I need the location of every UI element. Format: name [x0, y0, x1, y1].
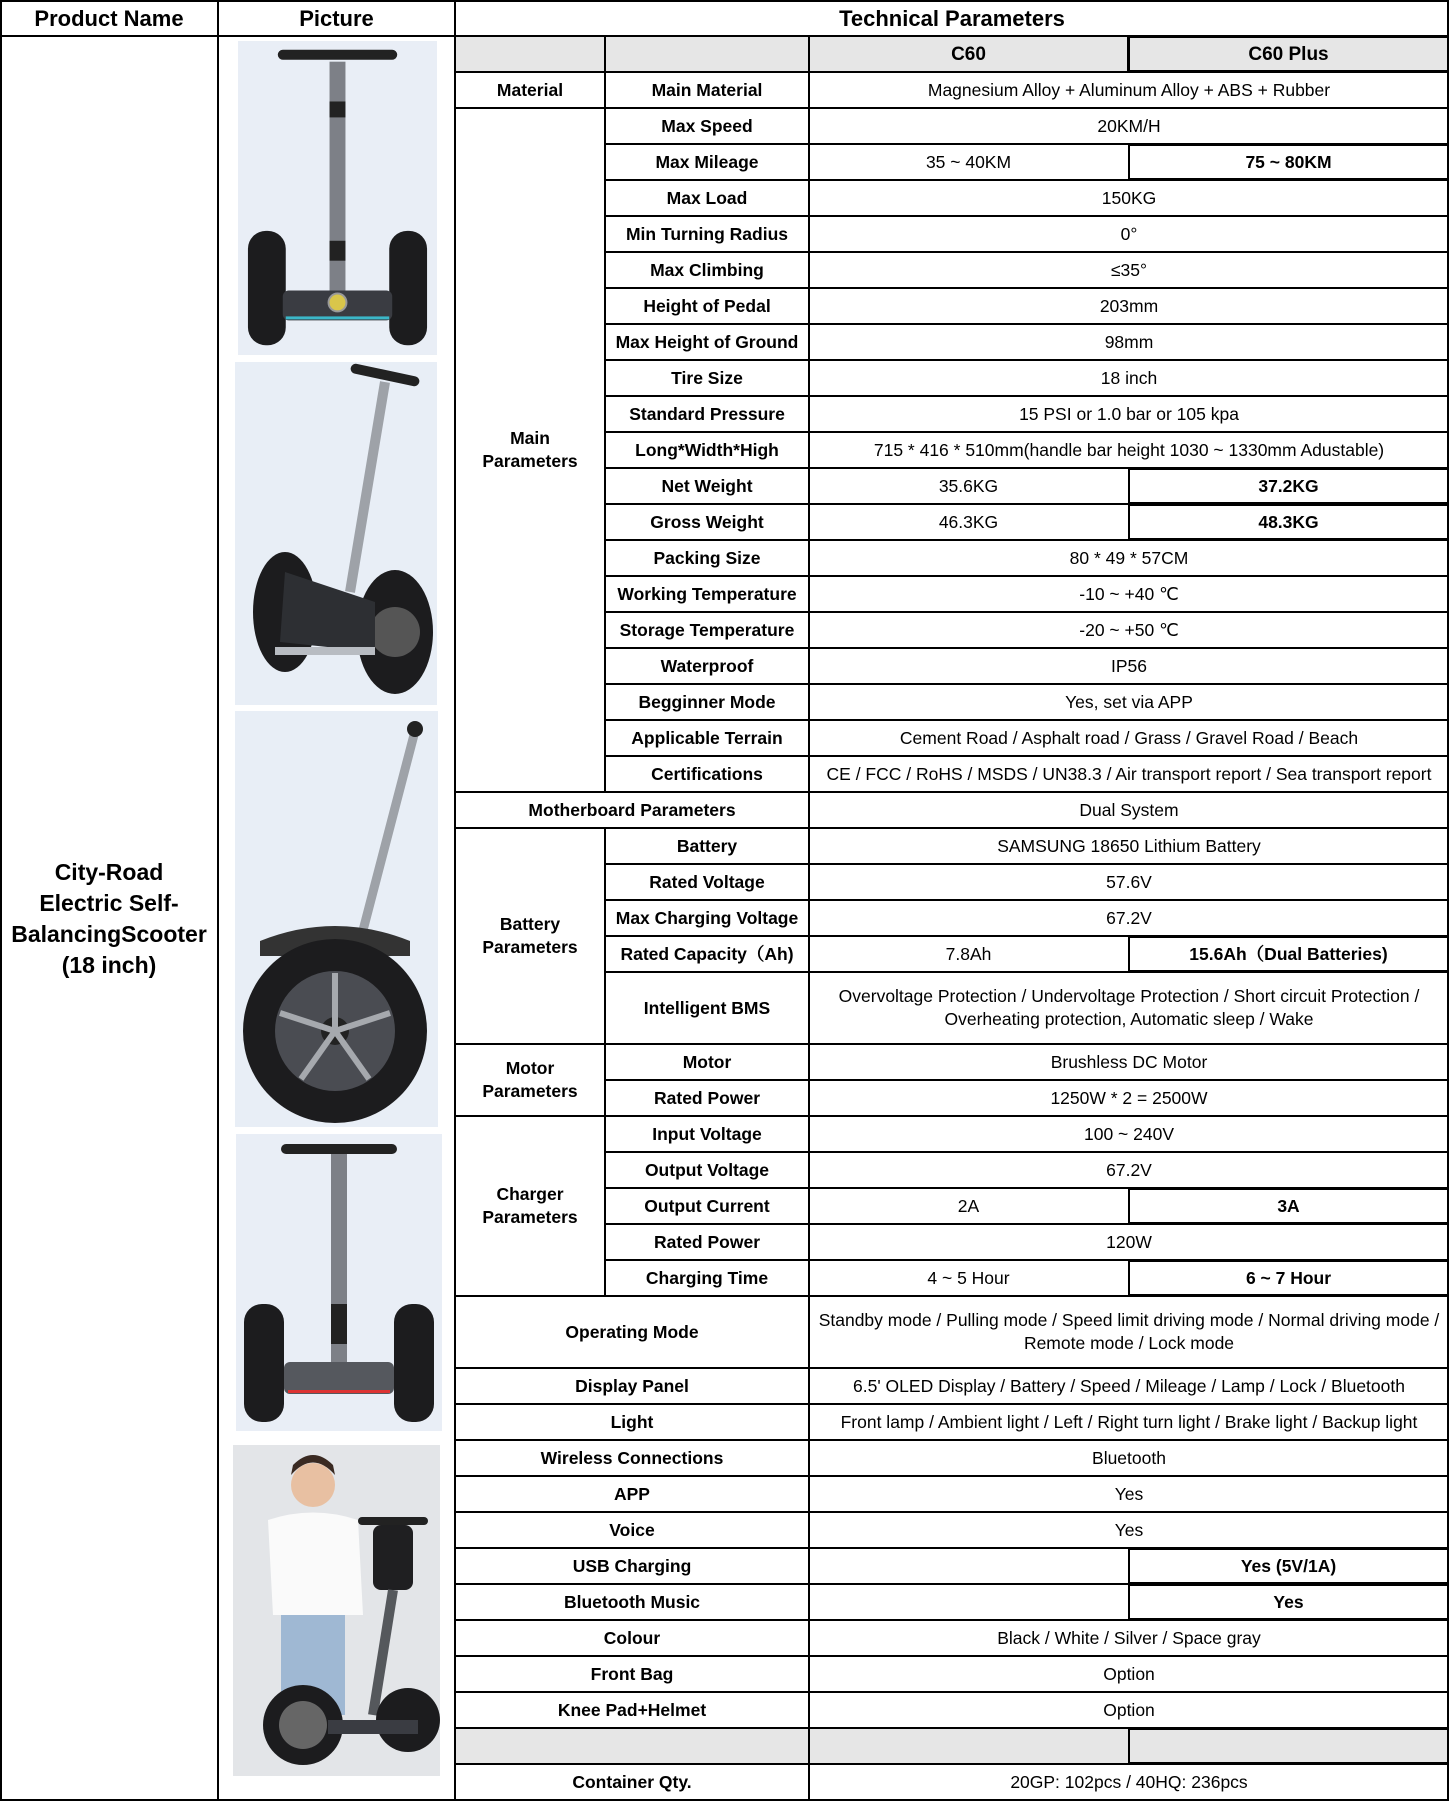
woman-scooter-icon — [233, 1445, 440, 1776]
grid-line — [605, 395, 1449, 397]
grid-line — [455, 1475, 1449, 1477]
label-certifications: Certifications — [651, 763, 763, 784]
value-usb-charging-c60 — [809, 1548, 1128, 1584]
value-colour: Black / White / Silver / Space gray — [997, 1627, 1261, 1648]
grid-line — [605, 287, 1449, 289]
label-usb-charging: USB Charging — [572, 1555, 692, 1576]
label-light: Light — [610, 1411, 654, 1432]
value-bluetooth-music-c60-plus: Yes — [1128, 1584, 1449, 1620]
value-usb-charging-c60-plus: Yes (5V/1A) — [1128, 1548, 1449, 1584]
product-name — [0, 36, 218, 1801]
value-min-turning-radius: 0° — [1120, 223, 1138, 244]
value-battery: SAMSUNG 18650 Lithium Battery — [997, 835, 1261, 856]
grid-line — [455, 1511, 1449, 1513]
scooter-front-view-red-light-image — [236, 1134, 442, 1431]
value-standard-pressure: 15 PSI or 1.0 bar or 105 kpa — [1019, 403, 1239, 424]
scooter-side-icon — [235, 711, 438, 1127]
value-working-temperature: -10 ~ +40 ℃ — [1079, 583, 1179, 604]
label-output-current: Output Current — [644, 1195, 770, 1216]
label-container-qty: Container Qty. — [572, 1772, 692, 1792]
group-main-parameters — [455, 108, 605, 792]
grid-line — [455, 1763, 1449, 1765]
value-app: Yes — [1114, 1483, 1144, 1504]
model-c60: C60 — [809, 36, 1128, 72]
header-product-name: Product Name — [34, 5, 184, 31]
label-max-charging-voltage: Max Charging Voltage — [615, 907, 799, 928]
label-max-load: Max Load — [666, 187, 748, 208]
model-c60-plus: C60 Plus — [1128, 36, 1449, 72]
label-min-turning-radius: Min Turning Radius — [625, 223, 789, 244]
grid-line — [455, 1295, 1449, 1297]
label-colour: Colour — [603, 1627, 661, 1648]
value-applicable-terrain: Cement Road / Asphalt road / Grass / Gravel Road / Beach — [899, 727, 1359, 748]
group-motherboard: Motherboard Parameters — [528, 799, 736, 820]
label-display-panel: Display Panel — [575, 1375, 689, 1396]
label-applicable-terrain: Applicable Terrain — [631, 727, 783, 748]
value-dimensions: 715 * 416 * 510mm(handle bar height 1030 ~ 1330mm Adustable) — [873, 439, 1385, 460]
label-charging-time: Charging Time — [645, 1267, 769, 1288]
value-voice: Yes — [1114, 1519, 1144, 1540]
value-max-load: 150KG — [1101, 187, 1157, 208]
value-motor: Brushless DC Motor — [1050, 1051, 1208, 1072]
label-app: APP — [614, 1483, 650, 1504]
label-tire-size: Tire Size — [671, 367, 743, 388]
value-output-current-c60: 2A — [957, 1195, 980, 1216]
value-certifications: CE / FCC / RoHS / MSDS / UN38.3 / Air transport report / Sea transport report — [826, 763, 1432, 784]
grid-line — [455, 1655, 1449, 1657]
grid-line — [1127, 36, 1129, 72]
label-max-speed: Max Speed — [661, 115, 753, 136]
grid-line — [605, 1259, 1449, 1261]
grid-line — [605, 899, 1449, 901]
value-storage-temperature: -20 ~ +50 ℃ — [1079, 619, 1179, 640]
label-front-bag: Front Bag — [590, 1663, 674, 1684]
grid-line — [605, 1079, 1449, 1081]
label-motor-rated-power: Rated Power — [654, 1087, 760, 1108]
grid-line — [455, 1043, 1449, 1045]
label-packing-size: Packing Size — [653, 547, 761, 568]
label-storage-temperature: Storage Temperature — [619, 619, 795, 640]
value-intelligent-bms-line: Overvoltage Protection / Undervoltage Protection / Short circuit Protection / — [838, 986, 1420, 1006]
value-rated-capacity-c60-plus: 15.6Ah（Dual Batteries) — [1128, 936, 1449, 972]
grid-line — [455, 1583, 1449, 1585]
label-knee-pad-helmet: Knee Pad+Helmet — [557, 1699, 707, 1720]
grid-line — [605, 431, 1449, 433]
value-display-panel: 6.5' OLED Display / Battery / Speed / Mileage / Lamp / Lock / Bluetooth — [853, 1375, 1405, 1396]
product-name-line: Electric Self- — [39, 889, 179, 916]
value-rated-capacity-c60: 7.8Ah — [945, 943, 992, 964]
label-max-climbing: Max Climbing — [650, 259, 764, 280]
value-max-climbing: ≤35° — [1110, 259, 1148, 280]
label-voice: Voice — [609, 1519, 655, 1540]
value-max-mileage-c60: 35 ~ 40KM — [925, 151, 1012, 172]
grid-line — [605, 755, 1449, 757]
scooter-front-red-icon — [236, 1134, 442, 1431]
value-charging-time-c60: 4 ~ 5 Hour — [927, 1267, 1010, 1288]
label-beginner-mode: Begginner Mode — [638, 691, 776, 712]
value-intelligent-bms — [809, 972, 1449, 1044]
scooter-angled-icon — [235, 362, 437, 705]
label-battery: Battery — [676, 835, 738, 856]
grid-line — [605, 611, 1449, 613]
group-main-parameters-label: Main Parameters — [482, 428, 578, 471]
grid-line — [605, 1151, 1449, 1153]
value-gross-weight-c60: 46.3KG — [938, 511, 999, 532]
label-max-height-of-ground: Max Height of Ground — [615, 331, 799, 352]
value-beginner-mode: Yes, set via APP — [1065, 691, 1193, 712]
value-intelligent-bms-line: Overheating protection, Automatic sleep / Wake — [944, 1009, 1314, 1029]
value-operating-mode-line: Remote mode / Lock mode — [1023, 1333, 1235, 1353]
grid-line — [455, 1403, 1449, 1405]
group-motor-parameters — [455, 1044, 605, 1116]
grid-line — [605, 467, 1449, 469]
grid-line — [455, 1691, 1449, 1693]
label-motor: Motor — [682, 1051, 732, 1072]
woman-with-scooter-image — [233, 1445, 440, 1776]
value-operating-mode — [809, 1296, 1449, 1368]
grid-line — [605, 935, 1449, 937]
scooter-side-view-image — [235, 711, 438, 1127]
grid-line — [454, 0, 456, 1801]
group-material: Material — [496, 79, 564, 100]
value-operating-mode-line: Standby mode / Pulling mode / Speed limit driving mode / Normal driving mode / — [818, 1310, 1440, 1330]
grid-line — [605, 1187, 1449, 1189]
value-bluetooth-music-c60 — [809, 1584, 1128, 1620]
label-wireless-connections: Wireless Connections — [540, 1447, 724, 1468]
grid-line — [605, 863, 1449, 865]
group-battery-parameters-label: Battery Parameters — [482, 914, 578, 957]
value-net-weight-c60-plus: 37.2KG — [1128, 468, 1449, 504]
product-name-line: BalancingScooter — [11, 920, 207, 947]
value-gross-weight-c60-plus: 48.3KG — [1128, 504, 1449, 540]
blank-row-label — [455, 1728, 809, 1764]
grid-line — [605, 215, 1449, 217]
grid-line — [605, 539, 1449, 541]
label-max-mileage: Max Mileage — [655, 151, 759, 172]
value-max-mileage-c60-plus: 75 ~ 80KM — [1128, 144, 1449, 180]
grid-line — [455, 791, 1449, 793]
value-motherboard: Dual System — [1079, 799, 1179, 820]
product-name-line: (18 inch) — [61, 951, 157, 978]
model-header-blank-group — [455, 36, 605, 72]
value-input-voltage: 100 ~ 240V — [1083, 1123, 1174, 1144]
label-waterproof: Waterproof — [660, 655, 754, 676]
label-output-voltage: Output Voltage — [644, 1159, 770, 1180]
grid-line — [605, 575, 1449, 577]
grid-line — [605, 503, 1449, 505]
label-height-of-pedal: Height of Pedal — [643, 295, 771, 316]
grid-line — [455, 1115, 1449, 1117]
grid-line — [455, 107, 1449, 109]
grid-line — [455, 1439, 1449, 1441]
scooter-angled-view-image — [235, 362, 437, 705]
label-operating-mode: Operating Mode — [565, 1321, 699, 1342]
grid-line — [455, 1367, 1449, 1369]
value-motor-rated-power: 1250W * 2 = 2500W — [1050, 1087, 1208, 1108]
value-net-weight-c60: 35.6KG — [938, 475, 999, 496]
grid-line — [605, 683, 1449, 685]
grid-line — [605, 143, 1449, 145]
value-front-bag: Option — [1103, 1663, 1155, 1684]
grid-line — [455, 827, 1449, 829]
value-rated-voltage: 57.6V — [1106, 871, 1152, 892]
grid-line — [605, 971, 1449, 973]
grid-line — [0, 35, 1449, 37]
value-output-voltage: 67.2V — [1106, 1159, 1152, 1180]
header-picture: Picture — [299, 5, 374, 31]
label-rated-voltage: Rated Voltage — [649, 871, 765, 892]
value-packing-size: 80 * 49 * 57CM — [1069, 547, 1189, 568]
value-waterproof: IP56 — [1111, 655, 1147, 676]
grid-line — [605, 251, 1449, 253]
label-working-temperature: Working Temperature — [617, 583, 797, 604]
product-name-line: City-Road — [54, 858, 164, 885]
value-knee-pad-helmet: Option — [1103, 1699, 1155, 1720]
grid-line — [605, 719, 1449, 721]
label-gross-weight: Gross Weight — [650, 511, 764, 532]
grid-line — [455, 71, 1449, 73]
label-intelligent-bms: Intelligent BMS — [643, 997, 771, 1018]
label-standard-pressure: Standard Pressure — [629, 403, 785, 424]
group-charger-parameters-label: Charger Parameters — [482, 1184, 578, 1227]
value-container-qty: 20GP: 102pcs / 40HQ: 236pcs — [1010, 1772, 1248, 1792]
value-max-height-of-ground: 98mm — [1104, 331, 1154, 352]
grid-line — [217, 0, 219, 1801]
value-max-speed: 20KM/H — [1097, 115, 1161, 136]
label-dimensions: Long*Width*High — [635, 439, 779, 460]
blank-row-c60-plus — [1128, 1728, 1449, 1764]
grid-line — [808, 36, 810, 1801]
blank-row-c60 — [809, 1728, 1128, 1764]
grid-line — [605, 1223, 1449, 1225]
group-battery-parameters — [455, 828, 605, 1044]
value-wireless-connections: Bluetooth — [1092, 1447, 1166, 1468]
value-main-material: Magnesium Alloy + Aluminum Alloy + ABS + Rubber — [927, 79, 1331, 100]
label-main-material: Main Material — [651, 79, 763, 100]
group-motor-parameters-label: Motor Parameters — [482, 1058, 578, 1101]
value-max-charging-voltage: 67.2V — [1106, 907, 1152, 928]
grid-line — [455, 1547, 1449, 1549]
model-header-blank-label — [605, 36, 809, 72]
grid-line — [455, 1727, 1449, 1729]
label-bluetooth-music: Bluetooth Music — [563, 1591, 701, 1612]
value-light: Front lamp / Ambient light / Left / Right turn light / Brake light / Backup light — [840, 1411, 1418, 1432]
label-rated-capacity: Rated Capacity（Ah) — [620, 943, 794, 964]
label-input-voltage: Input Voltage — [652, 1123, 762, 1144]
value-charging-time-c60-plus: 6 ~ 7 Hour — [1128, 1260, 1449, 1296]
grid-line — [455, 1619, 1449, 1621]
grid-line — [604, 36, 606, 72]
grid-line — [605, 323, 1449, 325]
scooter-front-icon — [238, 41, 437, 355]
grid-line — [605, 647, 1449, 649]
label-charger-rated-power: Rated Power — [654, 1231, 760, 1252]
value-charger-rated-power: 120W — [1106, 1231, 1152, 1252]
value-output-current-c60-plus: 3A — [1128, 1188, 1449, 1224]
scooter-front-view-image — [238, 41, 437, 355]
value-tire-size: 18 inch — [1100, 367, 1158, 388]
grid-line — [605, 179, 1449, 181]
label-net-weight: Net Weight — [661, 475, 753, 496]
grid-line — [605, 359, 1449, 361]
value-height-of-pedal: 203mm — [1099, 295, 1159, 316]
group-charger-parameters — [455, 1116, 605, 1296]
header-technical-parameters: Technical Parameters — [839, 5, 1065, 31]
